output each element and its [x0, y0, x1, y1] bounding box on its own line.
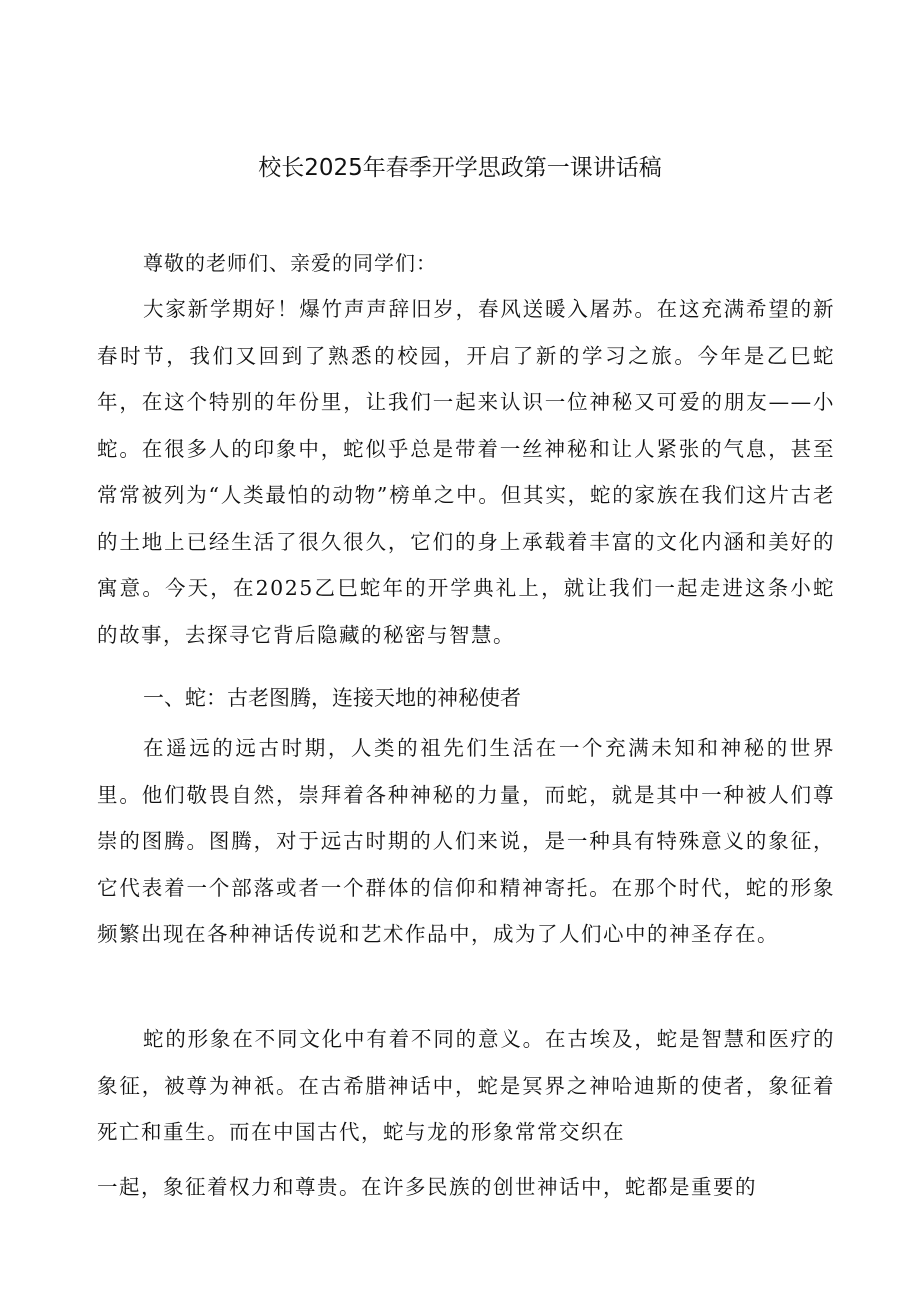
section-heading-1: 一、蛇：古老图腾，连接天地的神秘使者: [143, 686, 521, 710]
section1-paragraph-3: 一起，象征着权力和尊贵。在许多民族的创世神话中，蛇都是重要的: [97, 1175, 757, 1199]
section1-paragraph-2: 蛇的形象在不同文化中有着不同的意义。在古埃及，蛇是智慧和医疗的象征，被尊为神祇。在古希腊神话中，蛇是冥界之神哈迪斯的使者，象征着死亡和重生。而在中国古代，蛇与龙的形象常常交织在: [97, 1027, 835, 1144]
salutation: 尊敬的老师们、亲爱的同学们：: [143, 251, 437, 275]
intro-paragraph: 大家新学期好！爆竹声声辞旧岁，春风送暖入屠苏。在这充满希望的新春时节，我们又回到了熟悉的校园，开启了新的学习之旅。今年是乙巳蛇年，在这个特别的年份里，让我们一起来认识一位神秘又可爱的朋友——小蛇。在很多人的印象中，蛇似乎总是带着一丝神秘和让人紧张的气息，甚至常常被列为“人类最怕的动物”榜单之中。但其实，蛇的家族在我们这片古老的土地上已经生活了很久很久，它们的身上承载着丰富的文化内涵和美好的寓意。今天，在2025乙巳蛇年的开学典礼上，就让我们一起走进这条小蛇的故事，去探寻它背后隐藏的秘密与智慧。: [97, 297, 835, 647]
document-title: 校长2025年春季开学思政第一课讲话稿: [258, 155, 662, 181]
section1-paragraph-1: 在遥远的远古时期，人类的祖先们生活在一个充满未知和神秘的世界里。他们敬畏自然，崇拜着各种神秘的力量，而蛇，就是其中一种被人们尊崇的图腾。图腾，对于远古时期的人们来说，是一种具有特殊意义的象征，它代表着一个部落或者一个群体的信仰和精神寄托。在那个时代，蛇的形象频繁出现在各种神话传说和艺术作品中，成为了人们心中的神圣存在。: [97, 736, 835, 946]
